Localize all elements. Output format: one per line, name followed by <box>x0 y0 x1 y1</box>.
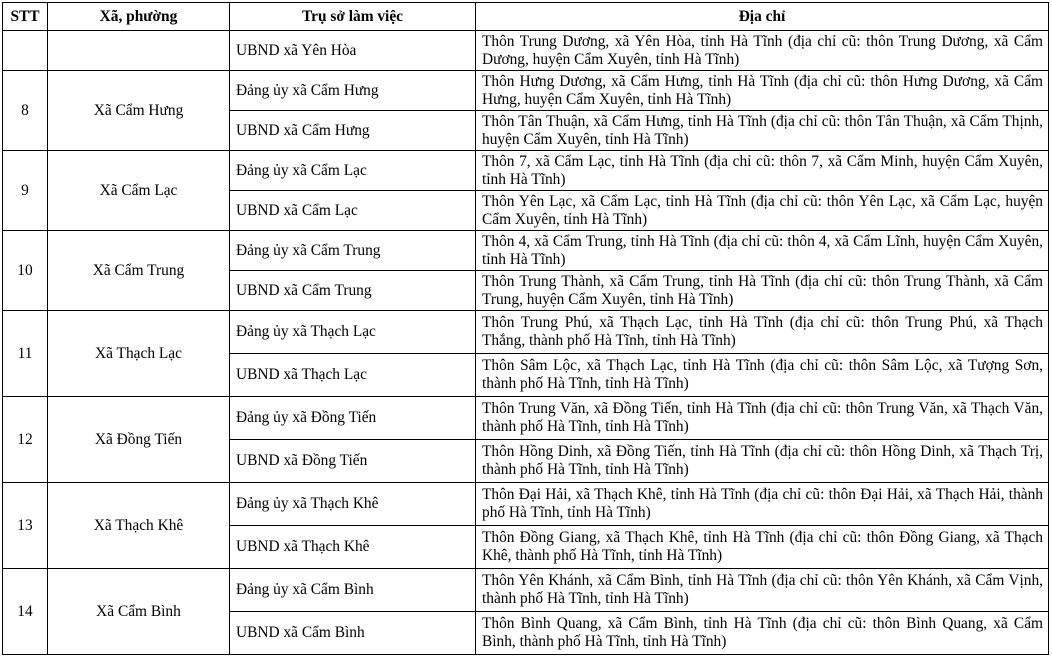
address-cell: Thôn Trung Phú, xã Thạch Lạc, tỉnh Hà Tĩnh (địa chỉ cũ: thôn Trung Phú, xã Thạch Thắng, thành phố Hà Tĩnh, tỉnh Hà Tĩnh) <box>476 311 1049 354</box>
address-cell: Thôn Yên Khánh, xã Cẩm Bình, tỉnh Hà Tĩnh (địa chỉ cũ: thôn Yên Khánh, xã Cẩm Vịnh, thành phố Hà Tĩnh, tỉnh Hà Tĩnh) <box>476 569 1049 612</box>
stt-cell: 14 <box>3 569 48 655</box>
table-row <box>3 569 1049 612</box>
address-cell: Thôn 7, xã Cẩm Lạc, tỉnh Hà Tĩnh (địa chỉ cũ: thôn 7, xã Cẩm Minh, huyện Cẩm Xuyên, tỉnh Hà Tĩnh) <box>476 151 1049 191</box>
address-cell: Thôn Hưng Dương, xã Cẩm Hưng, tỉnh Hà Tĩnh (địa chỉ cũ: thôn Hưng Dương, xã Cẩm Hưng, huyện Cẩm Xuyên, tỉnh Hà Tĩnh) <box>476 71 1049 111</box>
header-commune: Xã, phường <box>48 3 230 31</box>
table-row <box>3 311 1049 354</box>
commune-cell: Xã Cẩm Hưng <box>48 71 230 151</box>
office-cell: UBND xã Cẩm Lạc <box>230 191 476 231</box>
office-cell: UBND xã Thạch Lạc <box>230 354 476 397</box>
office-cell: Đảng ủy xã Cẩm Hưng <box>230 71 476 111</box>
stt-cell: 11 <box>3 311 48 397</box>
office-cell: Đảng ủy xã Thạch Lạc <box>230 311 476 354</box>
office-cell: UBND xã Yên Hòa <box>230 31 476 71</box>
commune-cell: Xã Cẩm Lạc <box>48 151 230 231</box>
address-cell: Thôn Bình Quang, xã Cẩm Bình, tỉnh Hà Tĩnh (địa chỉ cũ: thôn Bình Quang, xã Cẩm Bình, thành phố Hà Tĩnh, tỉnh Hà Tĩnh) <box>476 612 1049 655</box>
office-cell: UBND xã Cẩm Bình <box>230 612 476 655</box>
commune-cell: Xã Cẩm Bình <box>48 569 230 655</box>
table-row <box>3 71 1049 111</box>
table-row <box>3 397 1049 440</box>
commune-cell: Xã Đồng Tiến <box>48 397 230 483</box>
office-cell: Đảng ủy xã Cẩm Lạc <box>230 151 476 191</box>
commune-cell: Xã Cẩm Trung <box>48 231 230 311</box>
office-cell: UBND xã Thạch Khê <box>230 526 476 569</box>
address-cell: Thôn 4, xã Cẩm Trung, tỉnh Hà Tĩnh (địa chỉ cũ: thôn 4, xã Cẩm Lĩnh, huyện Cẩm Xuyên, tỉnh Hà Tĩnh) <box>476 231 1049 271</box>
office-cell: Đảng ủy xã Cẩm Bình <box>230 569 476 612</box>
stt-cell: 13 <box>3 483 48 569</box>
office-cell: UBND xã Cẩm Hưng <box>230 111 476 151</box>
commune-cell: Xã Thạch Lạc <box>48 311 230 397</box>
stt-cell: 8 <box>3 71 48 151</box>
stt-cell: 12 <box>3 397 48 483</box>
table-header-row <box>3 3 1049 31</box>
stt-cell: 9 <box>3 151 48 231</box>
header-office: Trụ sở làm việc <box>230 3 476 31</box>
office-cell: Đảng ủy xã Thạch Khê <box>230 483 476 526</box>
address-cell: Thôn Sâm Lộc, xã Thạch Lạc, tỉnh Hà Tĩnh (địa chỉ cũ: thôn Sâm Lộc, xã Tượng Sơn, thành phố Hà Tĩnh, tỉnh Hà Tĩnh) <box>476 354 1049 397</box>
document-page <box>2 2 1049 655</box>
address-cell: Thôn Trung Dương, xã Yên Hòa, tỉnh Hà Tĩnh (địa chỉ cũ: thôn Trung Dương, xã Cẩm Dương, huyện Cẩm Xuyên, tỉnh Hà Tĩnh) <box>476 31 1049 71</box>
stt-cell <box>3 31 48 71</box>
header-stt: STT <box>3 3 48 31</box>
address-cell: Thôn Đại Hải, xã Thạch Khê, tỉnh Hà Tĩnh (địa chỉ cũ: thôn Đại Hải, xã Thạch Hải, thành phố Hà Tĩnh, tỉnh Hà Tĩnh) <box>476 483 1049 526</box>
address-cell: Thôn Yên Lạc, xã Cẩm Lạc, tỉnh Hà Tĩnh (địa chỉ cũ: thôn Yên Lạc, xã Cẩm Lạc, huyện Cẩm Xuyên, tỉnh Hà Tĩnh) <box>476 191 1049 231</box>
office-cell: UBND xã Cẩm Trung <box>230 271 476 311</box>
office-cell: Đảng ủy xã Đồng Tiến <box>230 397 476 440</box>
address-cell: Thôn Hồng Dinh, xã Đồng Tiến, tỉnh Hà Tĩnh (địa chỉ cũ: thôn Hồng Dinh, xã Thạch Trị, thành phố Hà Tĩnh, tỉnh Hà Tĩnh) <box>476 440 1049 483</box>
address-cell: Thôn Tân Thuận, xã Cẩm Hưng, tỉnh Hà Tĩnh (địa chỉ cũ: thôn Tân Thuận, xã Cẩm Thịnh, huyện Cẩm Xuyên, tỉnh Hà Tĩnh) <box>476 111 1049 151</box>
office-cell: UBND xã Đồng Tiến <box>230 440 476 483</box>
table-row <box>3 483 1049 526</box>
address-cell: Thôn Trung Thành, xã Cẩm Trung, tỉnh Hà Tĩnh (địa chỉ cũ: thôn Trung Thành, xã Cẩm Trung, huyện Cẩm Xuyên, tỉnh Hà Tĩnh) <box>476 271 1049 311</box>
address-cell: Thôn Trung Văn, xã Đồng Tiến, tỉnh Hà Tĩnh (địa chỉ cũ: thôn Trung Văn, xã Thạch Văn, thành phố Hà Tĩnh, tỉnh Hà Tĩnh) <box>476 397 1049 440</box>
address-cell: Thôn Đồng Giang, xã Thạch Khê, tỉnh Hà Tĩnh (địa chỉ cũ: thôn Đồng Giang, xã Thạch Khê, thành phố Hà Tĩnh, tỉnh Hà Tĩnh) <box>476 526 1049 569</box>
commune-cell <box>48 31 230 71</box>
table-row <box>3 151 1049 191</box>
office-address-table <box>2 2 1049 655</box>
table-row <box>3 231 1049 271</box>
stt-cell: 10 <box>3 231 48 311</box>
commune-cell: Xã Thạch Khê <box>48 483 230 569</box>
table-row <box>3 31 1049 71</box>
table-body <box>3 31 1049 655</box>
header-address: Địa chỉ <box>476 3 1049 31</box>
office-cell: Đảng ủy xã Cẩm Trung <box>230 231 476 271</box>
